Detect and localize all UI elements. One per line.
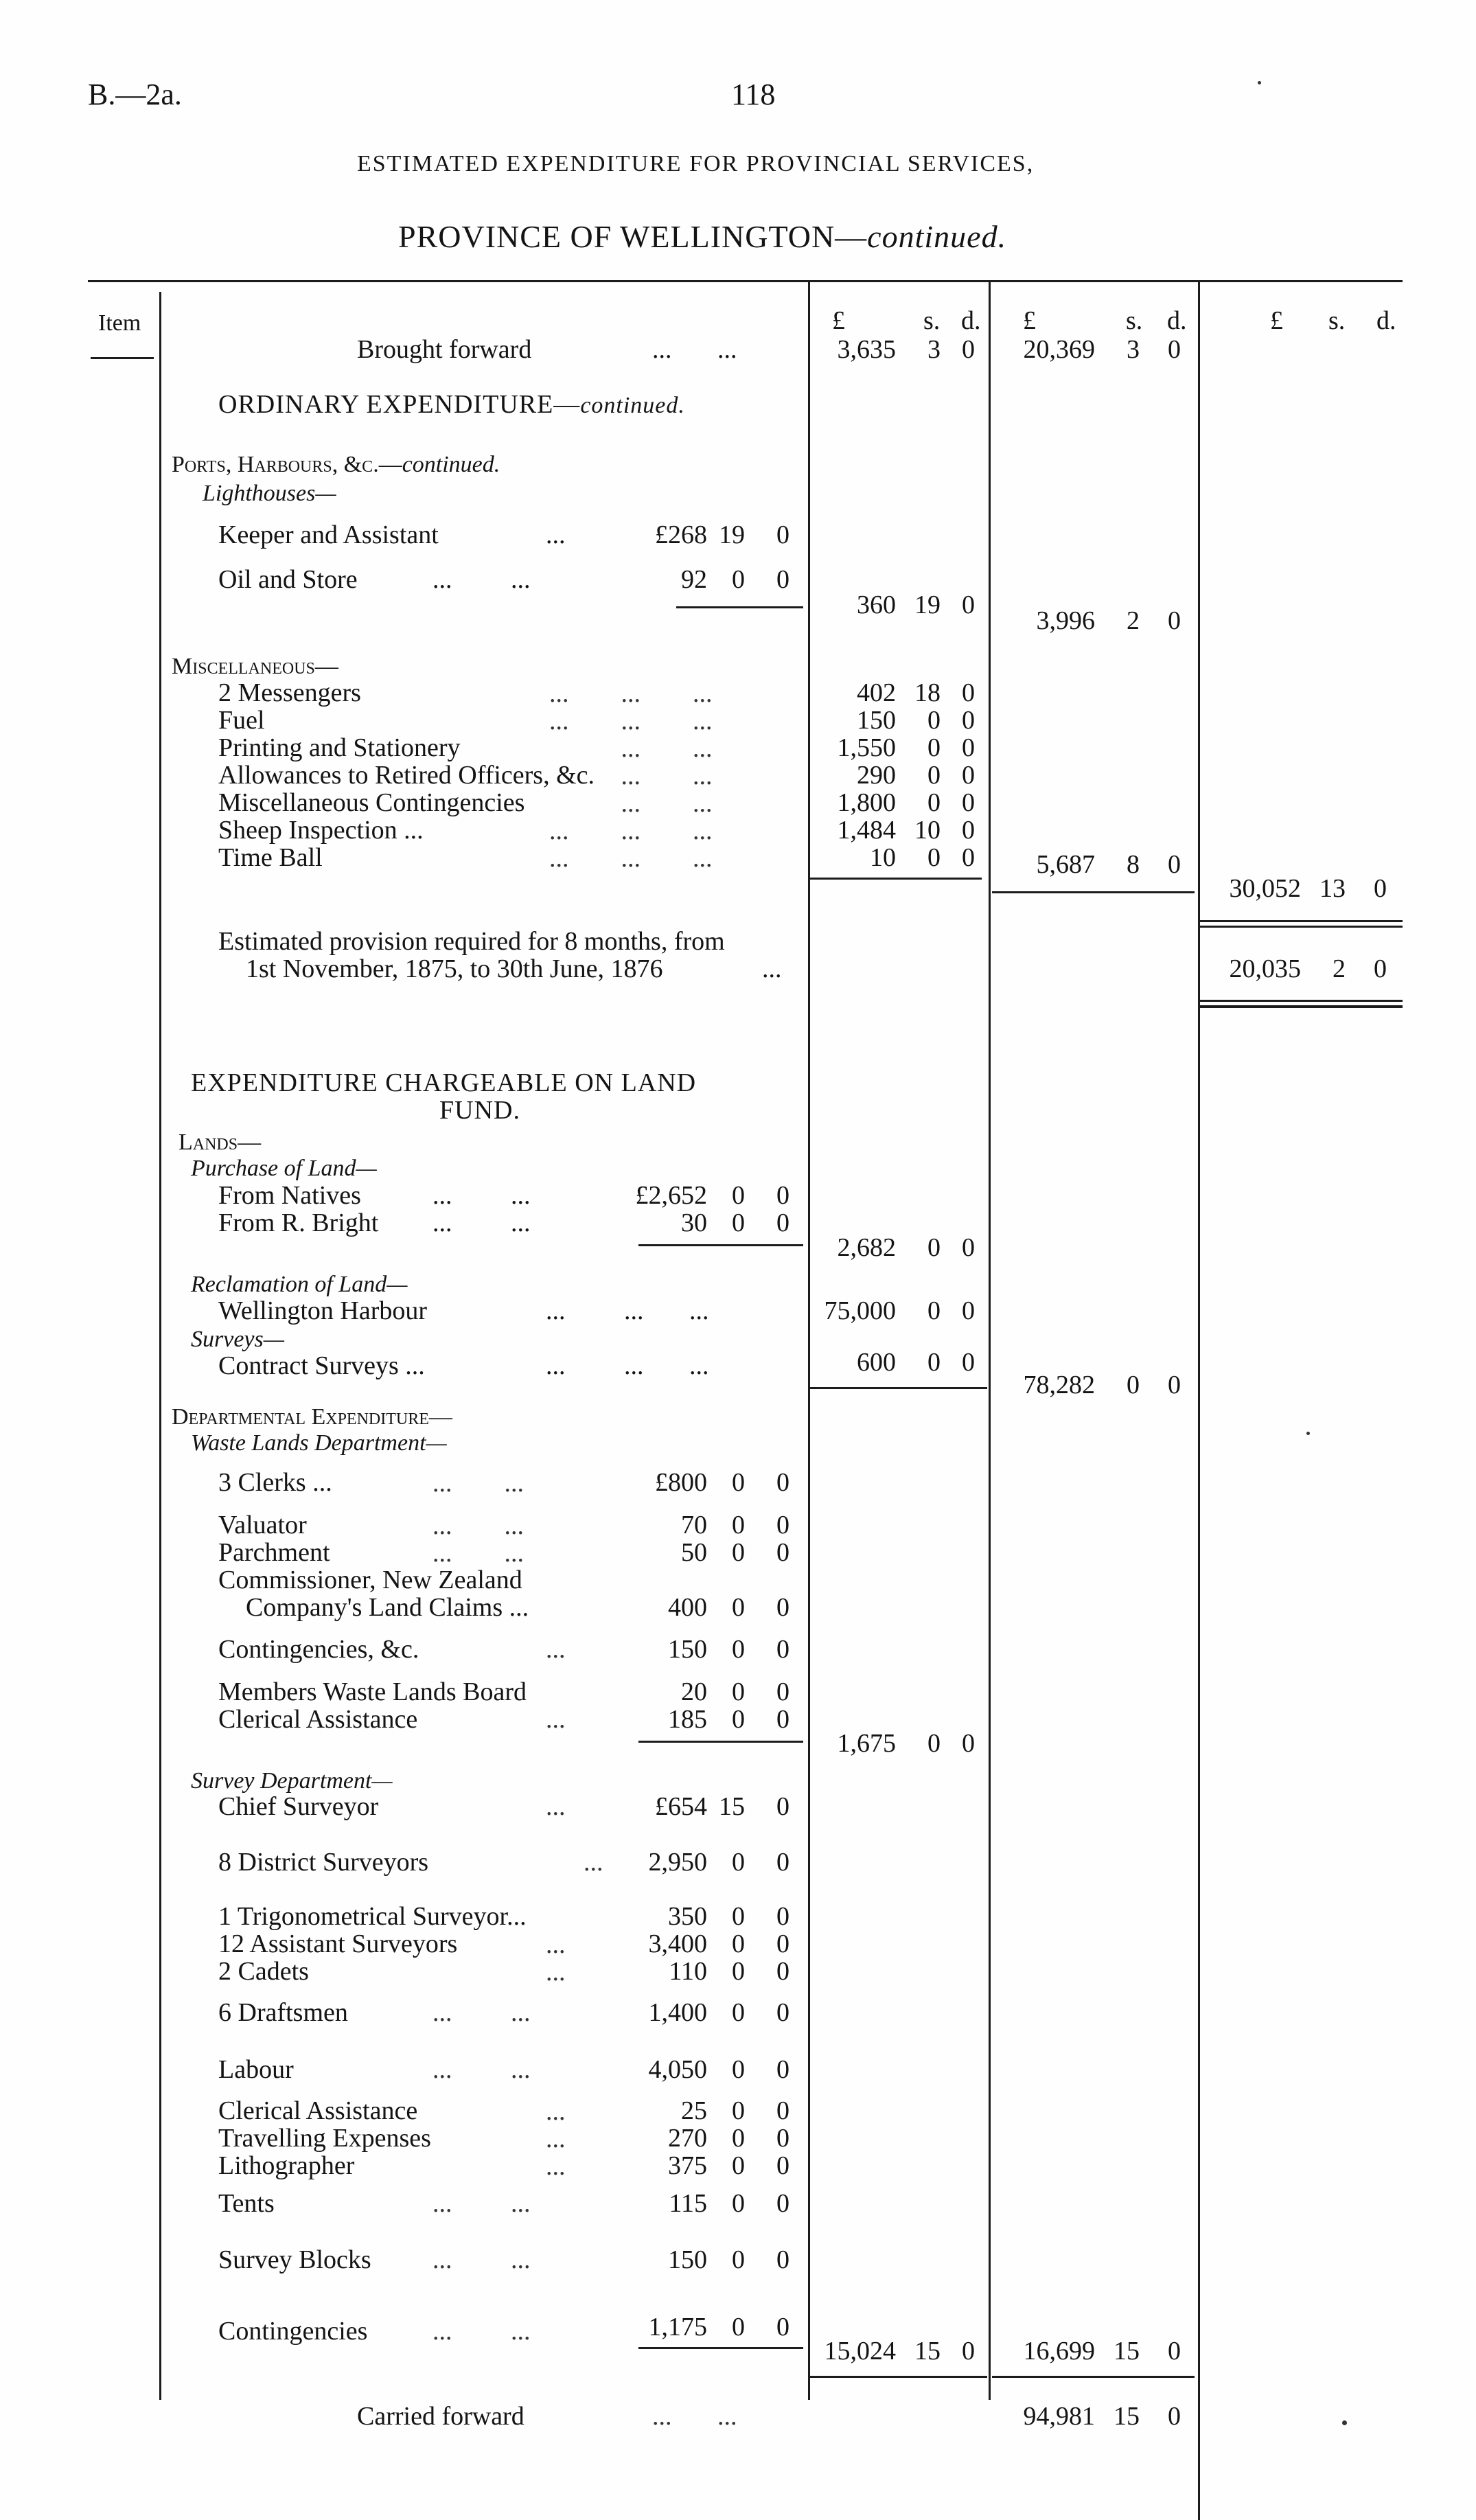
list-item: Members Waste Lands Board <box>218 1677 527 1706</box>
ports-total-pounds: 3,996 <box>1036 606 1095 635</box>
leader-dots: ... <box>762 954 782 983</box>
waste-total-shillings: 0 <box>927 1729 941 1758</box>
reclamation-heading: Reclamation of Land— <box>191 1272 408 1297</box>
list-item-pounds: 70 <box>681 1511 707 1539</box>
list-item-pounds: £800 <box>655 1468 707 1497</box>
ordinary-total-shillings: 13 <box>1319 874 1346 903</box>
subtitle-text: PROVINCE OF WELLINGTON— <box>398 219 868 254</box>
leader-dots: ... <box>546 520 566 549</box>
natives-shillings: 0 <box>732 1181 745 1210</box>
print-speck <box>1306 1432 1310 1435</box>
list-item-pounds: 270 <box>668 2124 707 2153</box>
leader-dots: ... ... ... <box>546 2097 566 2181</box>
list-item-pence: 0 <box>776 1848 789 1877</box>
list-item-pence: 0 <box>776 1705 789 1734</box>
list-item-pounds: 20 <box>681 1677 707 1706</box>
list-item-shillings: 0 <box>927 843 941 872</box>
list-item-shillings: 0 <box>732 1957 745 1986</box>
waste-total-pence: 0 <box>962 1729 975 1758</box>
list-item-pounds: 2,950 <box>648 1848 707 1877</box>
leader-dots: ... ... <box>652 2402 737 2431</box>
list-item: Travelling Expenses <box>218 2124 431 2153</box>
col2-pound-header: £ <box>1023 306 1036 335</box>
subtitle-continued: continued. <box>867 219 1007 254</box>
ports-heading <box>172 452 500 478</box>
list-item: Allowances to Retired Officers, &c. <box>218 761 595 790</box>
purchase-heading: Purchase of Land— <box>191 1156 377 1181</box>
natives-pence: 0 <box>776 1181 789 1210</box>
leader-dots: ... ... <box>433 1209 531 1237</box>
waste-total-pounds: 1,675 <box>837 1729 896 1758</box>
list-item-shillings: 0 <box>732 2189 745 2218</box>
ports-heading-continued: continued. <box>402 452 500 477</box>
print-speck <box>1342 2420 1347 2425</box>
survey-dept-heading: Survey Department— <box>191 1768 393 1794</box>
keeper-pence: 0 <box>776 520 789 549</box>
provision-total-pence: 0 <box>1374 954 1387 983</box>
list-item-pence: 0 <box>962 678 975 707</box>
leader-dots: ... ... ... <box>546 1296 709 1325</box>
carried-forward-shillings: 15 <box>1114 2402 1140 2431</box>
list-item-pence: 0 <box>962 761 975 790</box>
list-item-pounds: 1,400 <box>648 1998 707 2027</box>
misc-subtotal-rule <box>810 878 982 880</box>
list-item-pounds: 3,400 <box>648 1929 707 1958</box>
top-rule <box>88 280 1403 282</box>
provision-line2: 1st November, 1875, to 30th June, 1876 <box>246 954 663 983</box>
list-item: Lithographer <box>218 2151 355 2180</box>
leader-dots: ... ... <box>433 2317 531 2346</box>
list-item-pence: 0 <box>776 1511 789 1539</box>
ordinary-total-pounds: 30,052 <box>1229 874 1301 903</box>
list-item-pence: 0 <box>776 2096 789 2125</box>
page-subtitle <box>398 218 1006 255</box>
oil-label: Oil and Store <box>218 565 358 594</box>
carried-forward-pounds: 94,981 <box>1023 2402 1095 2431</box>
oil-pence: 0 <box>776 565 789 594</box>
list-item-pounds: 150 <box>668 2245 707 2274</box>
col2-subtotal-rule <box>992 891 1195 893</box>
leader-dots: ... ... ... ... ... ... ... ... ... ... ... ... ... ... ... ... ... ... <box>549 679 713 873</box>
col2-shilling-header: s. <box>1126 306 1143 335</box>
list-item: Tents <box>218 2189 275 2218</box>
list-item-shillings: 0 <box>732 2151 745 2180</box>
col2-final-rule <box>992 2376 1195 2378</box>
purchase-total-pounds: 2,682 <box>837 1233 896 1262</box>
misc-total-pence: 0 <box>1168 850 1181 879</box>
contract-shillings: 0 <box>927 1348 941 1377</box>
lighthouses-heading: Lighthouses— <box>203 481 336 506</box>
leader-dots: ... ... <box>652 335 737 364</box>
list-item-pounds: 50 <box>681 1538 707 1567</box>
list-item-shillings: 0 <box>732 2055 745 2084</box>
leader-dots: ... <box>584 1848 603 1877</box>
list-item-pounds: 290 <box>857 761 896 790</box>
misc-heading: Miscellaneous— <box>172 654 338 679</box>
lighthouse-total-shillings: 19 <box>914 591 941 619</box>
print-speck <box>1258 81 1261 84</box>
list-item-shillings: 0 <box>927 788 941 817</box>
list-item-shillings: 0 <box>732 2313 745 2341</box>
list-item-pence: 0 <box>776 1468 789 1497</box>
misc-total-shillings: 8 <box>1127 850 1140 879</box>
leader-dots: ... ... <box>433 1469 524 1498</box>
list-item-pence: 0 <box>776 1957 789 1986</box>
list-item: 1 Trigonometrical Surveyor... <box>218 1902 527 1931</box>
list-item-pence: 0 <box>776 1792 789 1821</box>
survey-total-shillings: 15 <box>914 2337 941 2366</box>
list-item-shillings: 0 <box>732 1902 745 1931</box>
list-item-pence: 0 <box>962 706 975 735</box>
lighthouse-total-pence: 0 <box>962 591 975 619</box>
list-item-shillings: 15 <box>719 1792 745 1821</box>
list-item-pounds: 402 <box>857 678 896 707</box>
ordinary-heading-continued: continued. <box>580 393 685 418</box>
column-divider-2 <box>989 282 991 2400</box>
col3-pound-header: £ <box>1270 306 1283 335</box>
lighthouse-subtotal-rule <box>676 606 803 608</box>
col3-shilling-header: s. <box>1328 306 1346 335</box>
list-item-shillings: 0 <box>732 1705 745 1734</box>
list-item-shillings: 0 <box>732 2245 745 2274</box>
list-item: Commissioner, New Zealand <box>218 1566 522 1594</box>
leader-dots: ... ... ... <box>546 1351 709 1380</box>
list-item-shillings: 0 <box>732 1468 745 1497</box>
list-item: 3 Clerks ... <box>218 1468 332 1497</box>
provision-total-pounds: 20,035 <box>1229 954 1301 983</box>
page-title: ESTIMATED EXPENDITURE FOR PROVINCIAL SERVICES, <box>357 151 1035 176</box>
list-item: Valuator <box>218 1511 307 1539</box>
leader-dots: ... <box>546 1792 566 1821</box>
waste-subtotal-rule <box>638 1741 803 1743</box>
list-item-pounds: 4,050 <box>648 2055 707 2084</box>
list-item-shillings: 0 <box>927 706 941 735</box>
list-item-pounds: 25 <box>681 2096 707 2125</box>
col2-penny-header: d. <box>1167 306 1187 335</box>
list-item: Printing and Stationery <box>218 733 461 762</box>
purchase-total-pence: 0 <box>962 1233 975 1262</box>
list-item-shillings: 0 <box>732 1538 745 1567</box>
contract-pounds: 600 <box>857 1348 896 1377</box>
list-item-pence: 0 <box>776 1677 789 1706</box>
carried-forward-pence: 0 <box>1168 2402 1181 2431</box>
col3-penny-header: d. <box>1376 306 1396 335</box>
leader-dots: ... ... ... ... <box>433 1511 524 1568</box>
list-item: 12 Assistant Surveyors <box>218 1929 458 1958</box>
survey-total-pounds: 15,024 <box>824 2337 896 2366</box>
list-item-shillings: 0 <box>732 1929 745 1958</box>
list-item-pence: 0 <box>776 1929 789 1958</box>
list-item: Miscellaneous Contingencies <box>218 788 525 817</box>
contract-label: Contract Surveys ... <box>218 1351 425 1380</box>
col3-double-rule-top <box>1200 920 1403 922</box>
lands-heading: Lands— <box>178 1130 262 1155</box>
keeper-shillings: 19 <box>719 520 745 549</box>
harbour-shillings: 0 <box>927 1296 941 1325</box>
list-item-pence: 0 <box>776 2313 789 2341</box>
ports-heading-text: Ports, Harbours, &c.— <box>172 452 402 477</box>
land-fund-heading-line2: FUND. <box>439 1096 520 1125</box>
list-item: Chief Surveyor <box>218 1792 379 1821</box>
misc-total-pounds: 5,687 <box>1036 850 1095 879</box>
dept-heading: Departmental Expenditure— <box>172 1404 452 1430</box>
brought-forward-c1-pounds: 3,635 <box>837 335 896 364</box>
col1-penny-header: d. <box>961 306 981 335</box>
document-reference: B.—2a. <box>88 78 182 111</box>
waste-lands-heading: Waste Lands Department— <box>191 1430 447 1456</box>
list-item-pounds: 115 <box>669 2189 707 2218</box>
list-item-pounds: 1,175 <box>648 2313 707 2341</box>
list-item-shillings: 0 <box>732 2124 745 2153</box>
col1-shilling-header: s. <box>923 306 941 335</box>
list-item-pounds: 1,800 <box>837 788 896 817</box>
leader-dots: ... <box>546 1635 566 1664</box>
item-column-rule <box>91 357 154 359</box>
list-item-pounds: 375 <box>668 2151 707 2180</box>
list-item-shillings: 0 <box>732 1998 745 2027</box>
col3-double-rule-bottom <box>1200 926 1403 928</box>
column-divider-item <box>159 292 161 2400</box>
list-item-pounds: 150 <box>857 706 896 735</box>
list-item-shillings: 0 <box>927 733 941 762</box>
ports-total-pence: 0 <box>1168 606 1181 635</box>
list-item: Labour <box>218 2055 294 2084</box>
provision-double-rule-top <box>1200 1000 1403 1002</box>
natives-label: From Natives <box>218 1181 361 1210</box>
list-item-shillings: 0 <box>732 1848 745 1877</box>
provision-double-rule-bottom <box>1200 1005 1403 1008</box>
ordinary-heading-text: ORDINARY EXPENDITURE— <box>218 390 581 419</box>
bright-shillings: 0 <box>732 1209 745 1237</box>
list-item-pence: 0 <box>962 733 975 762</box>
harbour-pence: 0 <box>962 1296 975 1325</box>
list-item-shillings: 0 <box>732 1677 745 1706</box>
bright-label: From R. Bright <box>218 1209 379 1237</box>
list-item-shillings: 10 <box>914 816 941 845</box>
list-item-pence: 0 <box>962 816 975 845</box>
list-item-pence: 0 <box>962 843 975 872</box>
bright-pence: 0 <box>776 1209 789 1237</box>
column-divider-1 <box>808 282 810 2400</box>
column-divider-3 <box>1198 282 1200 2520</box>
list-item-shillings: 0 <box>732 1593 745 1622</box>
ports-total-shillings: 2 <box>1127 606 1140 635</box>
lands-subtotal-rule <box>810 1387 987 1389</box>
carried-forward-label: Carried forward <box>357 2402 524 2431</box>
leader-dots: ... ... <box>433 2055 531 2084</box>
contract-pence: 0 <box>962 1348 975 1377</box>
list-item-pounds: 110 <box>669 1957 707 1986</box>
list-item: 2 Cadets <box>218 1957 309 1986</box>
natives-pounds: £2,652 <box>635 1181 707 1210</box>
list-item-pounds: 1,550 <box>837 733 896 762</box>
list-item: Contingencies <box>218 2317 368 2346</box>
leader-dots: ... ... <box>433 2245 531 2274</box>
leader-dots: ... ... <box>433 1181 531 1210</box>
survey-total-pence: 0 <box>962 2337 975 2366</box>
list-item-pounds: 185 <box>668 1705 707 1734</box>
dept-total-pence: 0 <box>1168 2337 1181 2366</box>
provision-line1: Estimated provision required for 8 months, from <box>218 927 725 956</box>
brought-forward-c1-pence: 0 <box>962 335 975 364</box>
list-item-pounds: 150 <box>668 1635 707 1664</box>
purchase-subtotal-rule <box>638 1244 803 1246</box>
brought-forward-c2-pounds: 20,369 <box>1023 335 1095 364</box>
lands-total-pence: 0 <box>1168 1371 1181 1399</box>
lands-total-pounds: 78,282 <box>1023 1371 1095 1399</box>
dept-total-shillings: 15 <box>1114 2337 1140 2366</box>
list-item-pence: 0 <box>776 2151 789 2180</box>
list-item: Fuel <box>218 706 265 735</box>
list-item-shillings: 18 <box>914 678 941 707</box>
surveys-heading: Surveys— <box>191 1327 284 1352</box>
harbour-pounds: 75,000 <box>824 1296 896 1325</box>
list-item-shillings: 0 <box>927 761 941 790</box>
list-item: Sheep Inspection ... <box>218 816 424 845</box>
list-item-pence: 0 <box>776 2055 789 2084</box>
list-item-pounds: 1,484 <box>837 816 896 845</box>
lighthouse-total-pounds: 360 <box>857 591 896 619</box>
leader-dots: ... ... <box>546 1930 566 1986</box>
brought-forward-label: Brought forward <box>357 335 532 364</box>
list-item-pence: 0 <box>776 1538 789 1567</box>
brought-forward-c2-shillings: 3 <box>1127 335 1140 364</box>
keeper-label: Keeper and Assistant <box>218 520 439 549</box>
leader-dots: ... <box>546 1705 566 1734</box>
list-item: Survey Blocks <box>218 2245 371 2274</box>
leader-dots: ... ... <box>433 2189 531 2218</box>
list-item-pence: 0 <box>776 2245 789 2274</box>
list-item-pence: 0 <box>962 788 975 817</box>
list-item-pence: 0 <box>776 2189 789 2218</box>
list-item-shillings: 0 <box>732 1511 745 1539</box>
list-item-shillings: 0 <box>732 2096 745 2125</box>
provision-total-shillings: 2 <box>1333 954 1346 983</box>
list-item-pounds: 400 <box>668 1593 707 1622</box>
leader-dots: ... ... <box>433 565 531 594</box>
brought-forward-c2-pence: 0 <box>1168 335 1181 364</box>
list-item-pence: 0 <box>776 1998 789 2027</box>
list-item-shillings: 0 <box>732 1635 745 1664</box>
list-item-pence: 0 <box>776 2124 789 2153</box>
lands-total-shillings: 0 <box>1127 1371 1140 1399</box>
list-item: 8 District Surveyors <box>218 1848 429 1877</box>
leader-dots: ... ... <box>433 1998 531 2027</box>
bright-pounds: 30 <box>681 1209 707 1237</box>
list-item-continued: Company's Land Claims ... <box>246 1593 529 1622</box>
harbour-label: Wellington Harbour <box>218 1296 428 1325</box>
ordinary-heading <box>218 391 685 417</box>
page-number: 118 <box>731 78 776 111</box>
list-item-pounds: 10 <box>870 843 896 872</box>
ordinary-total-pence: 0 <box>1374 874 1387 903</box>
list-item: 6 Draftsmen <box>218 1998 348 2027</box>
list-item-pounds: 350 <box>668 1902 707 1931</box>
oil-shillings: 0 <box>732 565 745 594</box>
list-item: Parchment <box>218 1538 330 1567</box>
keeper-pounds: £268 <box>655 520 707 549</box>
list-item: Clerical Assistance <box>218 2096 418 2125</box>
list-item-pence: 0 <box>776 1635 789 1664</box>
oil-pounds: 92 <box>681 565 707 594</box>
col1-pound-header: £ <box>832 306 845 335</box>
list-item: Contingencies, &c. <box>218 1635 419 1664</box>
list-item: Clerical Assistance <box>218 1705 418 1734</box>
list-item-pence: 0 <box>776 1593 789 1622</box>
purchase-total-shillings: 0 <box>927 1233 941 1262</box>
col1-final-rule <box>810 2376 987 2378</box>
item-header: Item <box>98 310 141 336</box>
dept-total-pounds: 16,699 <box>1023 2337 1095 2366</box>
list-item-pounds: £654 <box>655 1792 707 1821</box>
list-item-pence: 0 <box>776 1902 789 1931</box>
survey-subtotal-rule <box>638 2347 803 2349</box>
land-fund-heading: EXPENDITURE CHARGEABLE ON LAND <box>191 1068 697 1097</box>
list-item: Time Ball <box>218 843 323 872</box>
list-item: 2 Messengers <box>218 678 361 707</box>
brought-forward-c1-shillings: 3 <box>927 335 941 364</box>
